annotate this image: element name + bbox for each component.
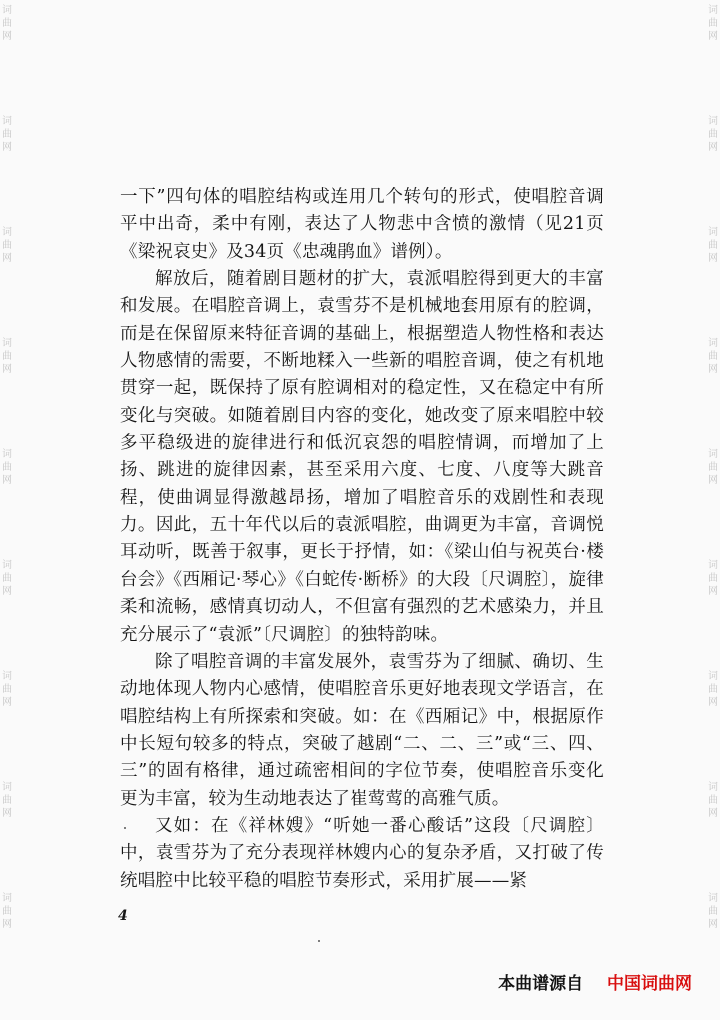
watermark-text: 词曲网 bbox=[2, 116, 12, 153]
watermark-text: 词曲网 bbox=[2, 893, 12, 930]
paragraph: 解放后，随着剧目题材的扩大，袁派唱腔得到更大的丰富和发展。在唱腔音调上，袁雪芬不是机械地套用原有的腔调，而是在保留原来特征音调的基础上，根据塑造人物性格和表达人物感情的需要，不断地糅入一些新的唱腔音调，使之有机地贯穿一起，既保持了原有腔调相对的稳定性，又在稳定中有所变化与突破。如随着剧目内容的变化，她改变了原来唱腔中较多平稳级进的旋律进行和低沉哀怨的唱腔情调，而增加了上扬、跳进的旋律因素，甚至采用六度、七度、八度等大跳音程，使曲调显得激越昂扬，增加了唱腔音乐的戏剧性和表现力。因此，五十年代以后的袁派唱腔，曲调更为丰富，音调悦耳动听，既善于叙事，更长于抒情，如：《梁山伯与祝英台·楼台会》《西厢记·琴心》《白蛇传·断桥》的大段〔尺调腔〕，旋律柔和流畅，感情真切动人，不但富有强烈的艺术感染力，并且充分展示了“袁派”〔尺调腔〕的独特韵味。 bbox=[120, 269, 604, 645]
watermark-text: 词曲网 bbox=[708, 338, 718, 375]
watermark-text: 词曲网 bbox=[2, 5, 12, 42]
paragraph: 一下”四句体的唱腔结构或连用几个转句的形式，使唱腔音调平中出奇，柔中有刚，表达了人物悲中含愤的激情（见21页《梁祝哀史》及34页《忠魂鹃血》谱例）。 bbox=[120, 187, 604, 262]
paragraph: 除了唱腔音调的丰富发展外，袁雪芬为了细腻、确切、生动地体现人物内心感情，使唱腔音乐更好地表现文学语言，在唱腔结构上有所探索和突破。如：在《西厢记》中，根据原作中长短句较多的特点，突破了越剧“二、二、三”或“三、四、三”的固有格律，通过疏密相间的字位节奏，使唱腔音乐变化更为丰富，较为生动地表达了崔莺莺的高雅气质。 bbox=[120, 651, 604, 809]
scan-speck bbox=[124, 827, 126, 829]
watermark-text: 词曲网 bbox=[2, 782, 12, 819]
watermark-text: 词曲网 bbox=[708, 116, 718, 153]
footer-source-text: 本曲谱源自 bbox=[498, 974, 584, 994]
footer-source-note bbox=[498, 969, 692, 994]
scan-speck bbox=[318, 940, 320, 942]
side-watermark-right bbox=[706, 0, 720, 1020]
footer-site-link[interactable]: 中国词曲网 bbox=[607, 974, 692, 994]
paragraph: 又如：在《祥林嫂》“听她一番心酸话”这段〔尺调腔〕中，袁雪芬为了充分表现祥林嫂内心的复杂矛盾，又打破了传统唱腔中比较平稳的唱腔节奏形式，采用扩展——紧 bbox=[120, 815, 604, 891]
side-watermark-left bbox=[0, 0, 14, 1020]
watermark-text: 词曲网 bbox=[2, 338, 12, 375]
body-text bbox=[120, 184, 604, 895]
watermark-text: 词曲网 bbox=[708, 671, 718, 708]
watermark-text: 词曲网 bbox=[2, 227, 12, 264]
watermark-text: 词曲网 bbox=[2, 671, 12, 708]
page-number: 4 bbox=[118, 908, 128, 924]
watermark-text: 词曲网 bbox=[708, 893, 718, 930]
watermark-text: 词曲网 bbox=[708, 5, 718, 42]
watermark-text: 词曲网 bbox=[708, 227, 718, 264]
watermark-text: 词曲网 bbox=[708, 782, 718, 819]
watermark-text: 词曲网 bbox=[708, 560, 718, 597]
watermark-text: 词曲网 bbox=[708, 449, 718, 486]
watermark-text: 词曲网 bbox=[2, 449, 12, 486]
watermark-text: 词曲网 bbox=[2, 560, 12, 597]
